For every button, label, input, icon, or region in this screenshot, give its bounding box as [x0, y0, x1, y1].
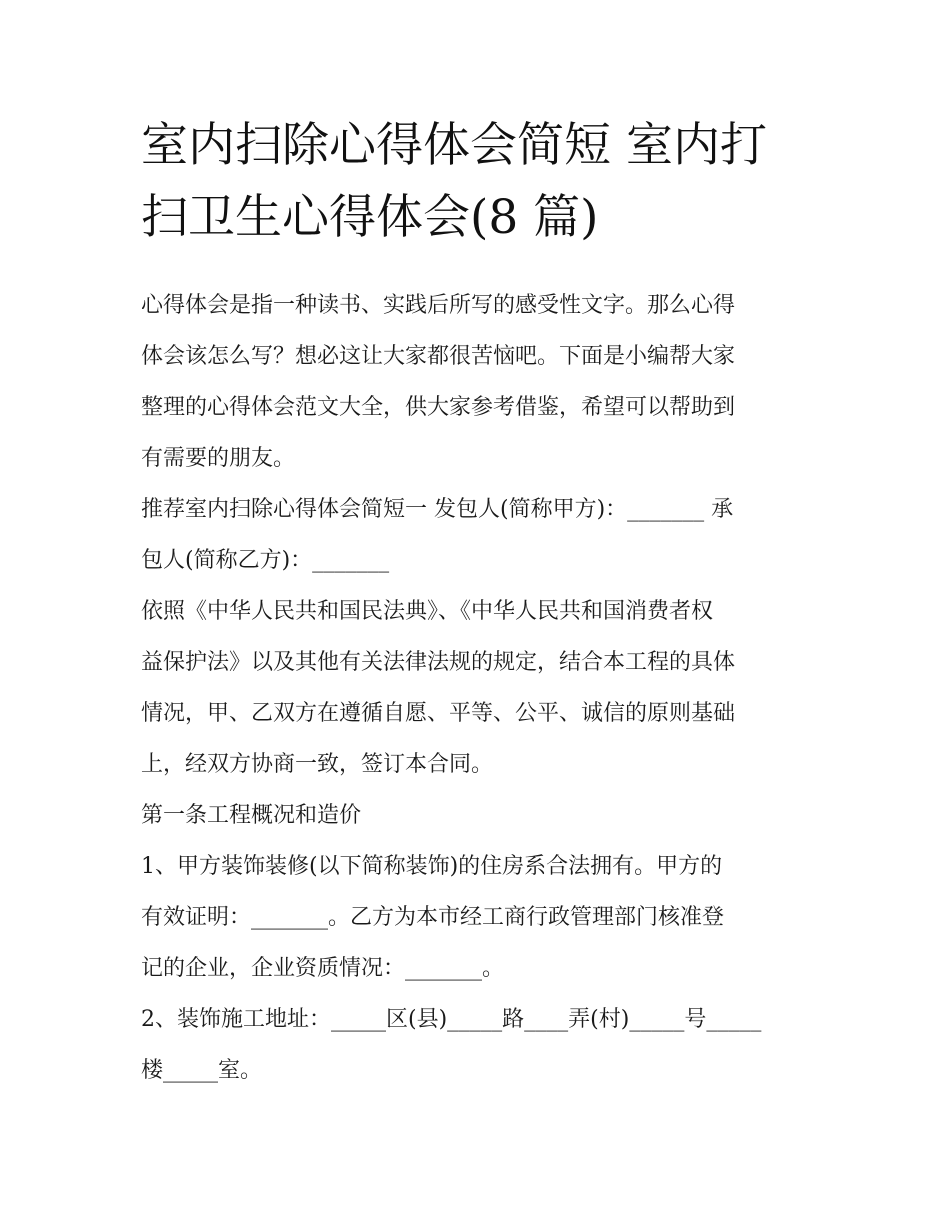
document-title [141, 110, 821, 254]
clause-1-line-3: 记的企业，企业资质情况：_______。 [141, 956, 505, 981]
intro-line-3: 整理的心得体会范文大全，供大家参考借鉴，希望可以帮助到 [141, 395, 736, 420]
clause-1-line-2: 有效证明：_______。乙方为本市经工商行政管理部门核准登 [141, 905, 725, 930]
intro-line-1: 心得体会是指一种读书、实践后所写的感受性文字。那么心得 [141, 293, 736, 318]
basis-line-2: 益保护法》以及其他有关法律法规的规定，结合本工程的具体 [141, 650, 736, 675]
clause-1-line-1: 1、甲方装饰装修(以下简称装饰)的住房系合法拥有。甲方的 [141, 854, 723, 879]
parties-line-1: 推荐室内扫除心得体会简短一 发包人(简称甲方)：_______ 承 [141, 497, 734, 522]
parties-line-2: 包人(简称乙方)：_______ [141, 548, 390, 573]
intro-line-2: 体会该怎么写？想必这让大家都很苦恼吧。下面是小编帮大家 [141, 344, 736, 369]
intro-line-4: 有需要的朋友。 [141, 446, 296, 471]
basis-line-3: 情况，甲、乙双方在遵循自愿、平等、公平、诚信的原则基础 [141, 701, 736, 726]
article-heading: 第一条工程概况和造价 [141, 803, 362, 828]
title-line-1: 室内扫除心得体会简短 室内打 [141, 118, 767, 173]
title-line-2: 扫卫生心得体会(8 篇) [141, 190, 599, 245]
clause-2-line-1: 2、装饰施工地址：_____区(县)_____路____弄(村)_____号_____ [141, 1007, 762, 1032]
basis-line-4: 上，经双方协商一致，签订本合同。 [141, 752, 494, 777]
clause-2-line-2: 楼_____室。 [141, 1058, 263, 1083]
document-body [141, 280, 821, 1096]
basis-line-1: 依照《中华人民共和国民法典》、《中华人民共和国消费者权 [141, 599, 714, 624]
